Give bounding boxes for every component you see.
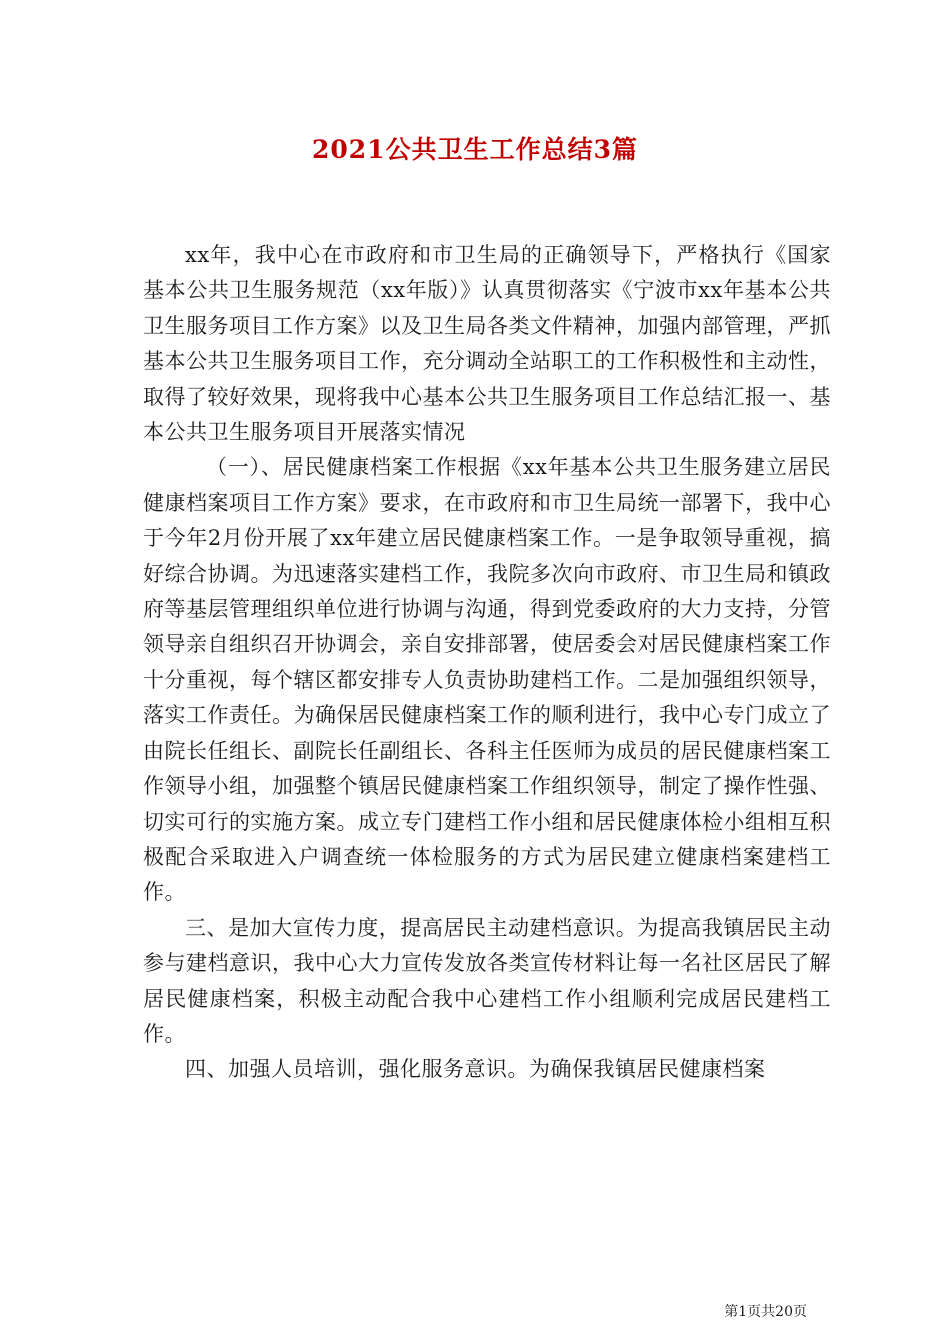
page-number-footer: 第1页共20页 — [724, 1304, 807, 1320]
document-title: 2021公共卫生工作总结3篇 — [312, 135, 638, 164]
paragraph-training: 四、加强人员培训，强化服务意识。为确保我镇居民健康档案 — [185, 1057, 766, 1082]
document-body — [143, 238, 831, 1088]
paragraph-health-records: （一）、居民健康档案工作根据《xx年基本公共卫生服务建立居民健康档案项目工作方案》要求，在市政府和市卫生局统一部署下，我中心于今年2月份开展了xx年建立居民健康档案工作。一是争取领导重视，搞好综合协调。为迅速落实建档工作，我院多次向市政府、市卫生局和镇政府等基层管理组织单位进行协调与沟通，得到党委政府的大力支持，分管领导亲自组织召开协调会，亲自安排部署，使居委会对居民健康档案工作十分重视，每个辖区都安排专人负责协助建档工作。二是加强组织领导，落实工作责任。为确保居民健康档案工作的顺利进行，我中心专门成立了由院长任组长、副院长任副组长、各科主任医师为成员的居民健康档案工作领导小组，加强整个镇居民健康档案工作组织领导，制定了操作性强、切实可行的实施方案。成立专门建档工作小组和居民健康体检小组相互积极配合采取进入户调查统一体检服务的方式为居民建立健康档案建档工作。 — [143, 455, 831, 905]
paragraph-intro: xx年，我中心在市政府和市卫生局的正确领导下，严格执行《国家基本公共卫生服务规范（xx年版）》认真贯彻落实《宁波市xx年基本公共卫生服务项目工作方案》以及卫生局各类文件精神，加强内部管理，严抓基本公共卫生服务项目工作，充分调动全站职工的工作积极性和主动性，取得了较好效果，现将我中心基本公共卫生服务项目工作总结汇报一、基本公共卫生服务项目开展落实情况 — [143, 243, 831, 445]
paragraph-publicity: 三、是加大宣传力度，提高居民主动建档意识。为提高我镇居民主动参与建档意识，我中心大力宣传发放各类宣传材料让每一名社区居民了解居民健康档案，积极主动配合我中心建档工作小组顺利完成居民建档工作。 — [143, 915, 831, 1046]
